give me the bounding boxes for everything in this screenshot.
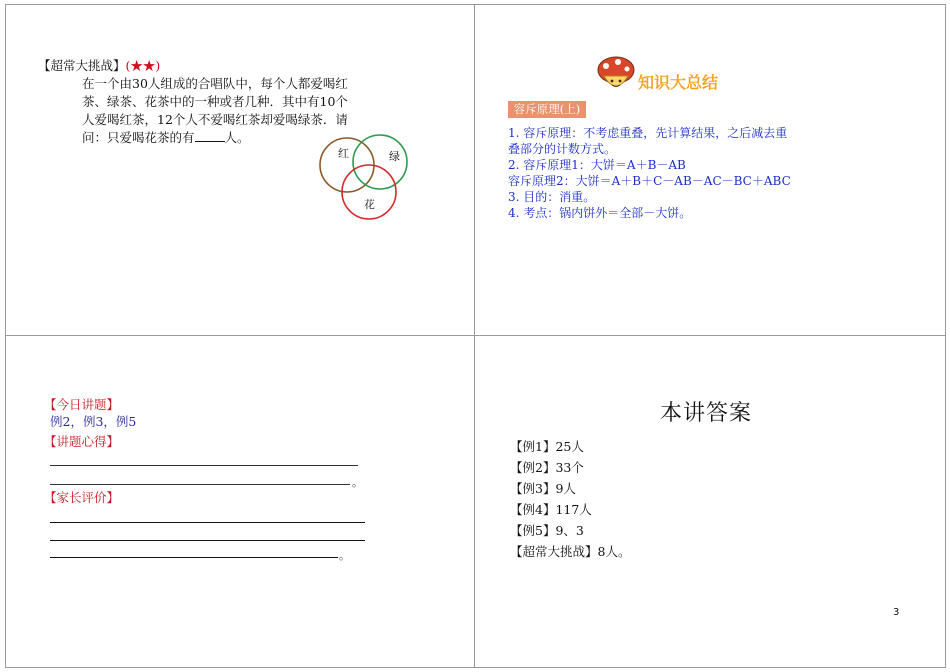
page-number: 3: [893, 607, 900, 618]
topic-tag: 容斥原理(上): [508, 101, 586, 118]
answer-3: 【例3】9人: [510, 481, 576, 496]
venn-label-red: 红: [338, 147, 349, 160]
summary-item-1: 1. 容斥原理：不考虑重叠，先计算结果，之后减去重: [508, 126, 788, 140]
parent-line-1: [50, 522, 365, 523]
parent-line-3: [50, 557, 338, 558]
parent-line-2: [50, 540, 365, 541]
answers-title: 本讲答案: [660, 401, 753, 426]
venn-label-flower: 花: [364, 198, 375, 211]
answer-1: 【例1】25人: [510, 439, 584, 454]
challenge-title-label: 【超常大挑战】: [38, 58, 126, 73]
answer-5: 【例5】9、3: [510, 523, 584, 538]
problem-line-3: 人爱喝红茶，12个人不爱喝红茶却爱喝绿茶．请: [82, 112, 348, 127]
problem-line-1: 在一个由30人组成的合唱队中，每个人都爱喝红: [82, 76, 348, 91]
challenge-title: [38, 56, 160, 74]
summary-item-1-cont: 叠部分的计数方式。: [508, 142, 617, 156]
difficulty-stars: (★★): [125, 58, 161, 73]
problem-line-4-text: 问：只爱喝花茶的有: [82, 130, 195, 145]
problem-line-2: 茶、绿茶、花茶中的一种或者几种．其中有10个: [82, 94, 348, 109]
summary-item-2b: 容斥原理2：大饼＝A＋B＋C－AB－AC－BC＋ABC: [508, 174, 791, 188]
summary-item-2: 2. 容斥原理1：大饼＝A＋B－AB: [508, 158, 686, 172]
parent-end-mark: 。: [339, 549, 350, 562]
venn-label-green: 绿: [389, 150, 400, 163]
summary-item-3: 3. 目的：消重。: [508, 190, 596, 204]
problem-line-4: [82, 128, 250, 146]
insight-end-mark: 。: [352, 476, 363, 489]
answer-2: 【例2】33个: [510, 460, 584, 475]
insight-line-2: [50, 484, 350, 485]
answer-4: 【例4】117人: [510, 502, 592, 517]
insight-line-1: [50, 465, 358, 466]
today-topics-items: 例2，例3，例5: [50, 414, 137, 429]
venn-diagram: [312, 134, 422, 224]
summary-item-4: 4. 考点：锅内饼外＝全部－大饼。: [508, 206, 692, 220]
parent-comment-label: 【家长评价】: [44, 490, 120, 505]
problem-line-4-suffix: 人。: [224, 130, 250, 145]
summary-heading: 知识大总结: [638, 73, 719, 92]
today-topics-label: 【今日讲题】: [44, 397, 120, 412]
mushroom-mascot-icon: [596, 54, 636, 96]
insight-label: 【讲题心得】: [44, 434, 120, 449]
answer-blank: [195, 129, 225, 142]
answer-challenge: 【超常大挑战】8人。: [510, 544, 631, 559]
